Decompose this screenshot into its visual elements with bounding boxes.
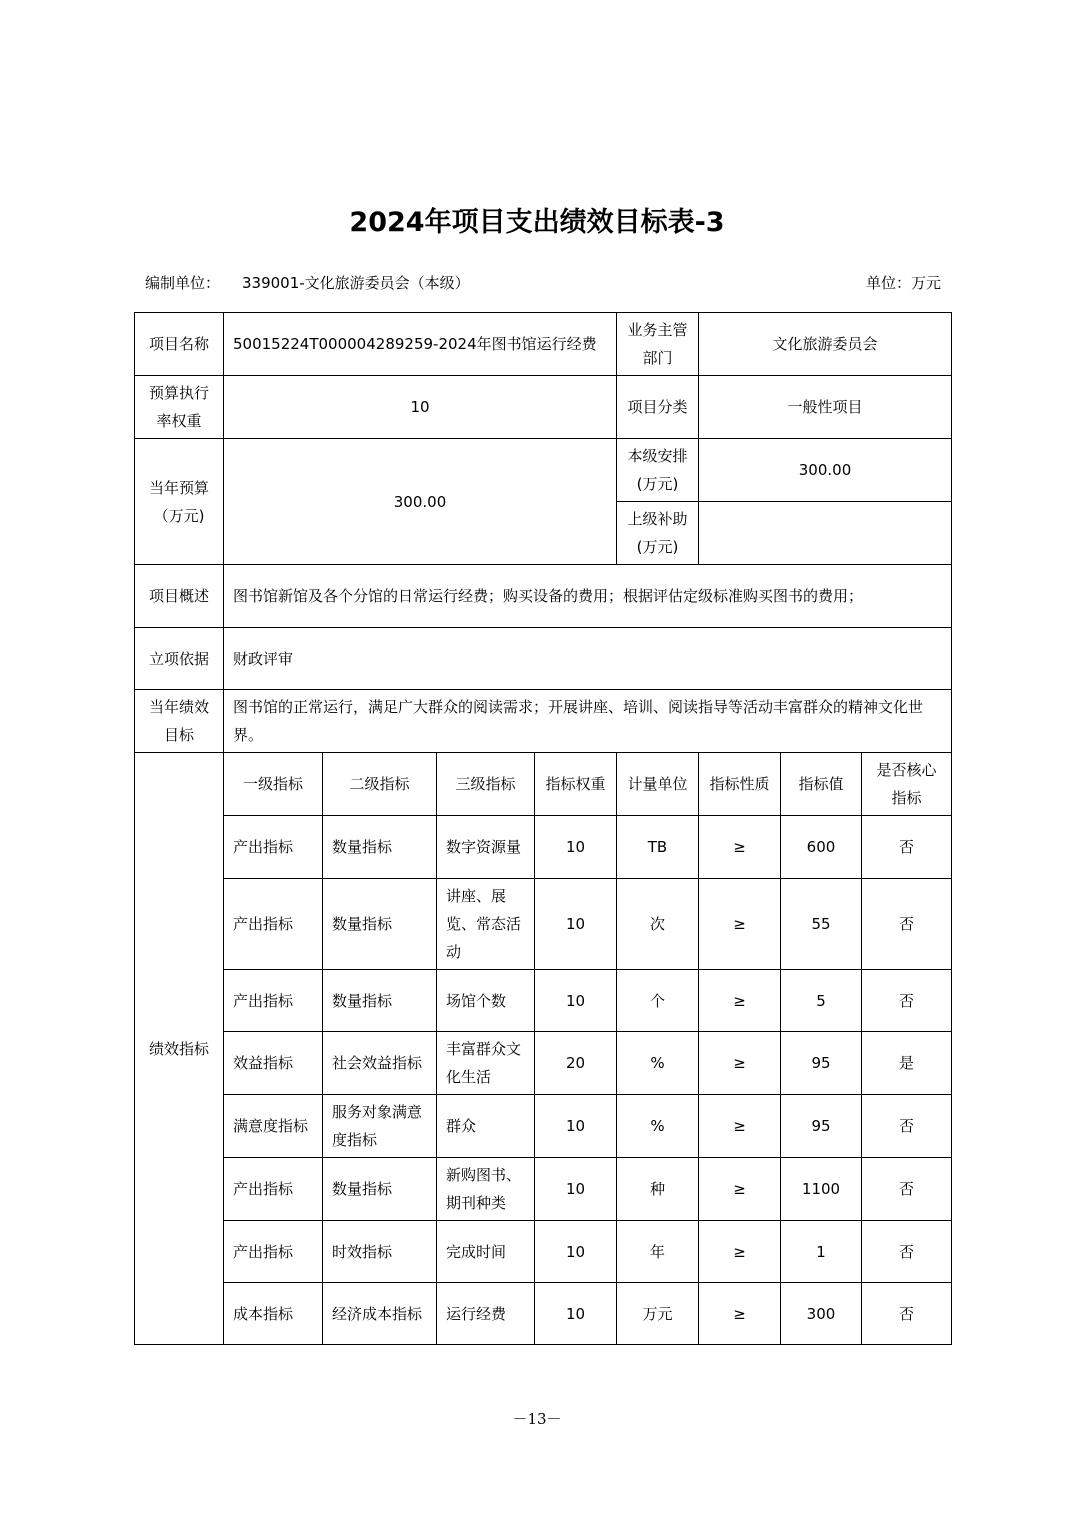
local-funding-value: 300.00: [699, 439, 952, 502]
level1-cell: 效益指标: [224, 1032, 323, 1095]
unit-cell: 种: [617, 1158, 699, 1221]
core-cell: 否: [862, 816, 952, 879]
weight-cell: 10: [535, 816, 617, 879]
level2-cell: 经济成本指标: [323, 1283, 437, 1345]
unit-cell: 年: [617, 1221, 699, 1283]
table-row: [135, 1095, 952, 1158]
org-unit-label: 编制单位：: [145, 274, 221, 292]
nature-cell: ≥: [699, 1221, 781, 1283]
level3-cell: 新购图书、期刊种类: [437, 1158, 535, 1221]
category-value: 一般性项目: [699, 376, 952, 439]
dept-label: 业务主管部门: [617, 313, 699, 376]
local-funding-label: 本级安排(万元): [617, 439, 699, 502]
level3-cell: 数字资源量: [437, 816, 535, 879]
level3-cell: 丰富群众文化生活: [437, 1032, 535, 1095]
weight-cell: 10: [535, 1283, 617, 1345]
page-number: －13－: [512, 1410, 562, 1428]
goal-label: 当年绩效目标: [135, 690, 224, 753]
value-cell: 5: [781, 970, 862, 1032]
nature-cell: ≥: [699, 1095, 781, 1158]
level2-cell: 社会效益指标: [323, 1032, 437, 1095]
header-level2: 二级指标: [323, 753, 437, 816]
nature-cell: ≥: [699, 879, 781, 970]
table-row: [135, 1032, 952, 1095]
core-cell: 否: [862, 1158, 952, 1221]
core-cell: 否: [862, 879, 952, 970]
unit-cell: 个: [617, 970, 699, 1032]
budget-value: 300.00: [224, 439, 617, 565]
header-unit: 计量单位: [617, 753, 699, 816]
nature-cell: ≥: [699, 816, 781, 879]
project-name-value: 50015224T000004289259-2024年图书馆运行经费: [224, 313, 617, 376]
budget-label: 当年预算（万元): [135, 439, 224, 565]
nature-cell: ≥: [699, 1158, 781, 1221]
level3-cell: 完成时间: [437, 1221, 535, 1283]
level2-cell: 数量指标: [323, 816, 437, 879]
header-weight: 指标权重: [535, 753, 617, 816]
level1-cell: 产出指标: [224, 816, 323, 879]
level2-cell: 时效指标: [323, 1221, 437, 1283]
org-unit-name: 339001-文化旅游委员会（本级）: [242, 274, 470, 292]
core-cell: 是: [862, 1032, 952, 1095]
level3-cell: 群众: [437, 1095, 535, 1158]
level1-cell: 产出指标: [224, 1221, 323, 1283]
nature-cell: ≥: [699, 1032, 781, 1095]
money-unit: 单位：万元: [865, 274, 941, 292]
table-row: [135, 970, 952, 1032]
unit-cell: 次: [617, 879, 699, 970]
project-name-label: 项目名称: [135, 313, 224, 376]
weight-value: 10: [224, 376, 617, 439]
value-cell: 300: [781, 1283, 862, 1345]
value-cell: 1100: [781, 1158, 862, 1221]
level2-cell: 数量指标: [323, 970, 437, 1032]
unit-cell: TB: [617, 816, 699, 879]
table-row: [135, 1158, 952, 1221]
level1-cell: 满意度指标: [224, 1095, 323, 1158]
level3-cell: 运行经费: [437, 1283, 535, 1345]
header-core: 是否核心指标: [862, 753, 952, 816]
header-value: 指标值: [781, 753, 862, 816]
level1-cell: 产出指标: [224, 1158, 323, 1221]
weight-cell: 10: [535, 1158, 617, 1221]
nature-cell: ≥: [699, 970, 781, 1032]
core-cell: 否: [862, 970, 952, 1032]
basis-value: 财政评审: [224, 628, 952, 690]
core-cell: 否: [862, 1095, 952, 1158]
basis-label: 立项依据: [135, 628, 224, 690]
level3-cell: 场馆个数: [437, 970, 535, 1032]
goal-value: 图书馆的正常运行，满足广大群众的阅读需求；开展讲座、培训、阅读指导等活动丰富群众的精神文化世界。: [224, 690, 952, 753]
level2-cell: 数量指标: [323, 879, 437, 970]
value-cell: 95: [781, 1032, 862, 1095]
core-cell: 否: [862, 1221, 952, 1283]
category-label: 项目分类: [617, 376, 699, 439]
performance-target-table: [134, 312, 952, 1345]
overview-label: 项目概述: [135, 565, 224, 628]
upper-funding-label: 上级补助(万元): [617, 502, 699, 565]
table-row: [135, 1283, 952, 1345]
dept-value: 文化旅游委员会: [699, 313, 952, 376]
level3-cell: 讲座、展览、常态活动: [437, 879, 535, 970]
nature-cell: ≥: [699, 1283, 781, 1345]
value-cell: 1: [781, 1221, 862, 1283]
weight-cell: 20: [535, 1032, 617, 1095]
table-row: [135, 1221, 952, 1283]
unit-cell: %: [617, 1095, 699, 1158]
core-cell: 否: [862, 1283, 952, 1345]
header-level1: 一级指标: [224, 753, 323, 816]
weight-cell: 10: [535, 970, 617, 1032]
weight-cell: 10: [535, 1095, 617, 1158]
weight-label: 预算执行率权重: [135, 376, 224, 439]
weight-cell: 10: [535, 879, 617, 970]
table-row: [135, 879, 952, 970]
perf-indicators-label: 绩效指标: [135, 753, 224, 1345]
value-cell: 600: [781, 816, 862, 879]
level2-cell: 数量指标: [323, 1158, 437, 1221]
table-row: [135, 816, 952, 879]
level2-cell: 服务对象满意度指标: [323, 1095, 437, 1158]
value-cell: 95: [781, 1095, 862, 1158]
header-nature: 指标性质: [699, 753, 781, 816]
weight-cell: 10: [535, 1221, 617, 1283]
unit-cell: 万元: [617, 1283, 699, 1345]
header-level3: 三级指标: [437, 753, 535, 816]
overview-value: 图书馆新馆及各个分馆的日常运行经费；购买设备的费用；根据评估定级标准购买图书的费用；: [224, 565, 952, 628]
value-cell: 55: [781, 879, 862, 970]
level1-cell: 成本指标: [224, 1283, 323, 1345]
upper-funding-value: [699, 502, 952, 565]
unit-cell: %: [617, 1032, 699, 1095]
page-title: 2024年项目支出绩效目标表-3: [349, 207, 725, 238]
level1-cell: 产出指标: [224, 879, 323, 970]
level1-cell: 产出指标: [224, 970, 323, 1032]
